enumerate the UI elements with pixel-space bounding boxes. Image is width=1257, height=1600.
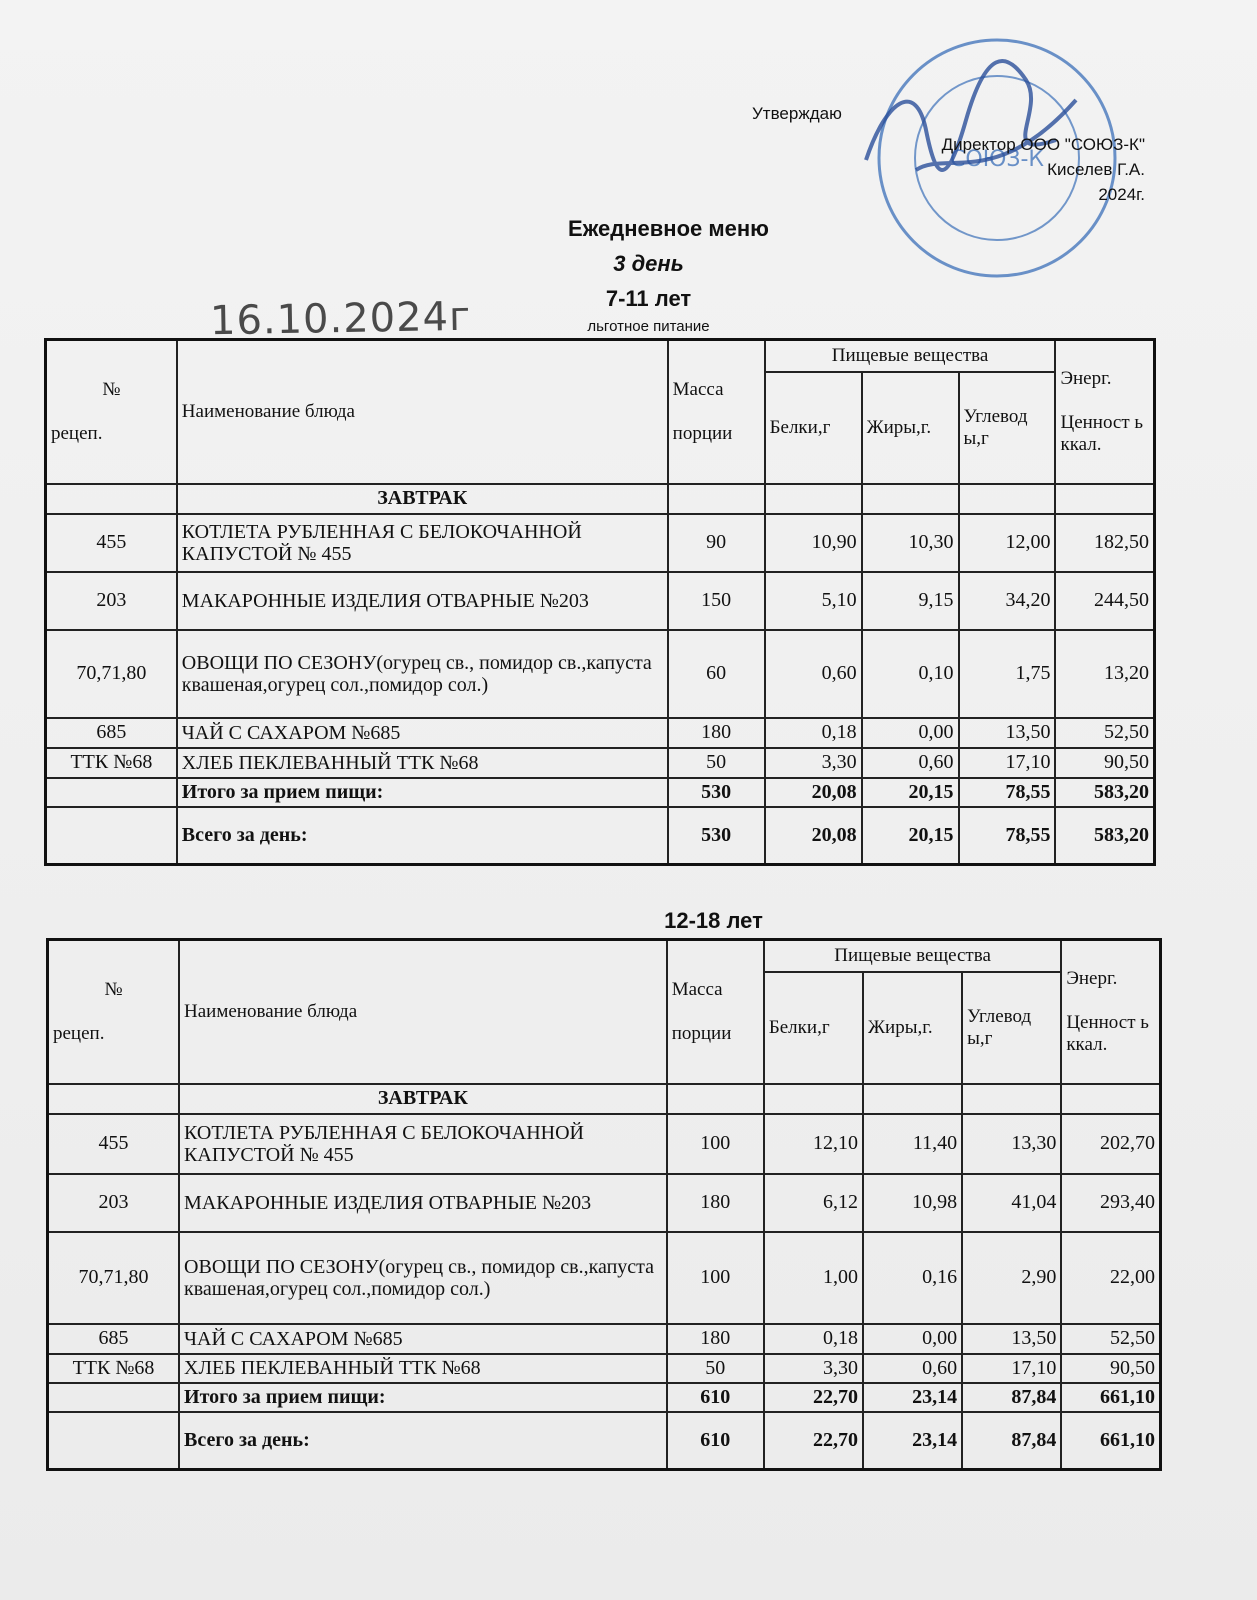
cell-carb: 17,10 — [962, 1354, 1061, 1383]
cell-name: ЧАЙ С САХАРОМ №685 — [177, 718, 668, 748]
cell-name: ХЛЕБ ПЕКЛЕВАННЫЙ ТТК №68 — [179, 1354, 667, 1383]
table-row — [48, 1324, 1161, 1354]
total-mass: 530 — [668, 778, 765, 807]
total-carb: 87,84 — [962, 1412, 1061, 1470]
total-label: Всего за день: — [177, 807, 668, 865]
total-protein: 22,70 — [764, 1383, 863, 1412]
cell-protein: 12,10 — [764, 1114, 863, 1174]
header-recipe-num: № рецеп. — [48, 940, 180, 1084]
cell-carb: 41,04 — [962, 1174, 1061, 1232]
table-row — [46, 748, 1155, 778]
cell-energy: 244,50 — [1055, 572, 1154, 630]
menu-title: Ежедневное меню — [568, 216, 769, 241]
header-recipe-num: № рецеп. — [46, 340, 177, 484]
cell-name: ОВОЩИ ПО СЕЗОНУ(огурец св., помидор св.,капуста квашеная,огурец сол.,помидор сол.) — [177, 630, 668, 718]
cell-fat: 0,10 — [862, 630, 959, 718]
day-label: 3 день — [613, 251, 684, 276]
menu-subtitle: льготное питание — [587, 318, 710, 335]
header-nutrients: Пищевые вещества — [765, 340, 1056, 372]
cell-fat: 0,60 — [862, 748, 959, 778]
table-row — [46, 630, 1155, 718]
header-carb: Углевод ы,г — [962, 972, 1061, 1084]
section-breakfast: ЗАВТРАК — [177, 484, 668, 514]
total-mass: 610 — [667, 1383, 764, 1412]
svg-text:СОЮЗ-К: СОЮЗ-К — [949, 147, 1045, 172]
cell-protein: 0,18 — [765, 718, 862, 748]
section-breakfast: ЗАВТРАК — [179, 1084, 667, 1114]
cell-name: ХЛЕБ ПЕКЛЕВАННЫЙ ТТК №68 — [177, 748, 668, 778]
cell-fat: 0,60 — [863, 1354, 962, 1383]
header-mass: Масса порции — [667, 940, 764, 1084]
cell-protein: 3,30 — [765, 748, 862, 778]
cell-energy: 90,50 — [1055, 748, 1154, 778]
header-carb: Углевод ы,г — [959, 372, 1056, 484]
table-row — [46, 718, 1155, 748]
total-energy: 583,20 — [1055, 807, 1154, 865]
cell-num: ТТК №68 — [46, 748, 177, 778]
total-energy: 661,10 — [1061, 1383, 1160, 1412]
cell-num: 70,71,80 — [48, 1232, 180, 1324]
cell-name: ЧАЙ С САХАРОМ №685 — [179, 1324, 667, 1354]
total-label: Всего за день: — [179, 1412, 667, 1470]
cell-num: 455 — [46, 514, 177, 572]
cell-mass: 180 — [668, 718, 765, 748]
cell-fat: 10,30 — [862, 514, 959, 572]
cell-num: 685 — [46, 718, 177, 748]
cell-mass: 100 — [667, 1232, 764, 1324]
cell-num: ТТК №68 — [48, 1354, 180, 1383]
total-protein: 20,08 — [765, 778, 862, 807]
total-carb: 78,55 — [959, 778, 1056, 807]
section-empty — [46, 484, 177, 514]
cell-energy: 182,50 — [1055, 514, 1154, 572]
menu-table-12-18 — [46, 938, 1162, 1471]
cell-carb: 1,75 — [959, 630, 1056, 718]
menu-table-7-11 — [44, 338, 1156, 866]
cell-carb: 12,00 — [959, 514, 1056, 572]
cell-carb: 17,10 — [959, 748, 1056, 778]
header-fat: Жиры,г. — [862, 372, 959, 484]
total-fat: 20,15 — [862, 807, 959, 865]
table-row — [48, 1354, 1161, 1383]
cell-fat: 0,00 — [863, 1324, 962, 1354]
header-protein: Белки,г — [765, 372, 862, 484]
handwritten-date: 16.10.2024г — [209, 293, 472, 345]
age-group-1: 7-11 лет — [605, 286, 692, 311]
cell-protein: 6,12 — [764, 1174, 863, 1232]
cell-mass: 100 — [667, 1114, 764, 1174]
cell-fat: 11,40 — [863, 1114, 962, 1174]
cell-name: КОТЛЕТА РУБЛЕННАЯ С БЕЛОКОЧАННОЙ КАПУСТОЙ № 455 — [179, 1114, 667, 1174]
cell-mass: 90 — [668, 514, 765, 572]
table-row — [46, 572, 1155, 630]
total-carb: 87,84 — [962, 1383, 1061, 1412]
total-energy: 661,10 — [1061, 1412, 1160, 1470]
header-protein: Белки,г — [764, 972, 863, 1084]
approval-year: 2024г. — [1098, 185, 1145, 204]
cell-mass: 180 — [667, 1324, 764, 1354]
total-mass: 530 — [668, 807, 765, 865]
total-protein: 20,08 — [765, 807, 862, 865]
total-fat: 23,14 — [863, 1412, 962, 1470]
cell-name: ОВОЩИ ПО СЕЗОНУ(огурец св., помидор св.,капуста квашеная,огурец сол.,помидор сол.) — [179, 1232, 667, 1324]
cell-energy: 52,50 — [1061, 1324, 1160, 1354]
cell-mass: 60 — [668, 630, 765, 718]
cell-energy: 22,00 — [1061, 1232, 1160, 1324]
cell-energy: 13,20 — [1055, 630, 1154, 718]
meal-total-row — [48, 1383, 1161, 1412]
cell-num: 70,71,80 — [46, 630, 177, 718]
header-dish-name: Наименование блюда — [177, 340, 668, 484]
director-name: Киселев Г.А. — [1047, 160, 1145, 179]
total-energy: 583,20 — [1055, 778, 1154, 807]
cell-num: 203 — [46, 572, 177, 630]
cell-mass: 180 — [667, 1174, 764, 1232]
age-group-2: 12-18 лет — [664, 908, 763, 933]
meal-total-row — [46, 778, 1155, 807]
header-nutrients: Пищевые вещества — [764, 940, 1061, 972]
cell-name: КОТЛЕТА РУБЛЕННАЯ С БЕЛОКОЧАННОЙ КАПУСТОЙ № 455 — [177, 514, 668, 572]
total-fat: 20,15 — [862, 778, 959, 807]
cell-mass: 150 — [668, 572, 765, 630]
total-carb: 78,55 — [959, 807, 1056, 865]
cell-protein: 10,90 — [765, 514, 862, 572]
table-row — [48, 1232, 1161, 1324]
approve-label: Утверждаю — [752, 104, 842, 123]
header-fat: Жиры,г. — [863, 972, 962, 1084]
title-block — [0, 212, 1257, 338]
cell-protein: 0,18 — [764, 1324, 863, 1354]
cell-carb: 13,50 — [962, 1324, 1061, 1354]
cell-protein: 5,10 — [765, 572, 862, 630]
cell-carb: 13,50 — [959, 718, 1056, 748]
total-fat: 23,14 — [863, 1383, 962, 1412]
cell-fat: 0,00 — [862, 718, 959, 748]
header-mass: Масса порции — [668, 340, 765, 484]
cell-carb: 2,90 — [962, 1232, 1061, 1324]
total-mass: 610 — [667, 1412, 764, 1470]
cell-name: МАКАРОННЫЕ ИЗДЕЛИЯ ОТВАРНЫЕ №203 — [179, 1174, 667, 1232]
total-label: Итого за прием пищи: — [177, 778, 668, 807]
table-row — [48, 1174, 1161, 1232]
cell-carb: 34,20 — [959, 572, 1056, 630]
cell-fat: 9,15 — [862, 572, 959, 630]
cell-protein: 1,00 — [764, 1232, 863, 1324]
cell-carb: 13,30 — [962, 1114, 1061, 1174]
cell-energy: 202,70 — [1061, 1114, 1160, 1174]
cell-energy: 52,50 — [1055, 718, 1154, 748]
cell-num: 203 — [48, 1174, 180, 1232]
cell-mass: 50 — [668, 748, 765, 778]
header-dish-name: Наименование блюда — [179, 940, 667, 1084]
cell-fat: 0,16 — [863, 1232, 962, 1324]
cell-protein: 3,30 — [764, 1354, 863, 1383]
header-energy: Энерг. Ценност ь ккал. — [1061, 940, 1160, 1084]
cell-name: МАКАРОННЫЕ ИЗДЕЛИЯ ОТВАРНЫЕ №203 — [177, 572, 668, 630]
cell-mass: 50 — [667, 1354, 764, 1383]
total-protein: 22,70 — [764, 1412, 863, 1470]
day-total-row — [48, 1412, 1161, 1470]
cell-protein: 0,60 — [765, 630, 862, 718]
total-label: Итого за прием пищи: — [179, 1383, 667, 1412]
header-energy: Энерг. Ценност ь ккал. — [1055, 340, 1154, 484]
cell-energy: 293,40 — [1061, 1174, 1160, 1232]
cell-num: 685 — [48, 1324, 180, 1354]
day-total-row — [46, 807, 1155, 865]
director-block — [942, 132, 1145, 207]
cell-num: 455 — [48, 1114, 180, 1174]
cell-energy: 90,50 — [1061, 1354, 1160, 1383]
section-empty — [48, 1084, 180, 1114]
cell-fat: 10,98 — [863, 1174, 962, 1232]
table-row — [46, 514, 1155, 572]
table-row — [48, 1114, 1161, 1174]
director-line: Директор ООО "СОЮЗ-К" — [941, 135, 1145, 154]
